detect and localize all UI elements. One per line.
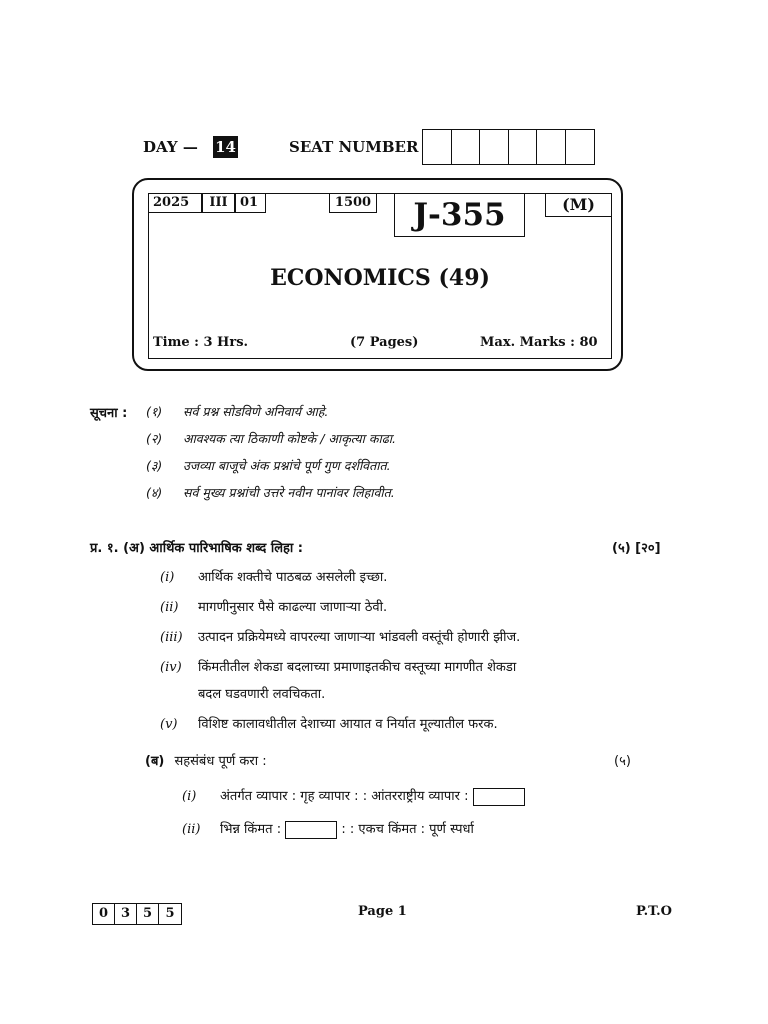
question-item (160, 597, 387, 615)
code-digit: 5 (137, 904, 159, 924)
question-item-continuation: बदल घडवणारी लवचिकता. (198, 687, 326, 702)
code-digit: 3 (115, 904, 137, 924)
page-count: (7 Pages) (350, 335, 419, 350)
exam-year: 2025 (148, 193, 202, 213)
seat-number-boxes[interactable] (422, 129, 595, 165)
instruction-text: सर्व मुख्य प्रश्नांची उत्तरे नवीन पानांवर लिहावीत. (183, 485, 395, 500)
seat-box[interactable] (566, 130, 595, 164)
instruction-item (146, 457, 391, 474)
instructions-title: सूचना : (90, 406, 128, 421)
question-item (160, 657, 516, 675)
question-1b-heading (145, 751, 267, 769)
question-1b-marks: (५) (614, 754, 631, 769)
question-1b-label: (ब) (145, 754, 165, 769)
max-marks: Max. Marks : 80 (480, 335, 598, 350)
day-number: 14 (213, 136, 238, 158)
code-part-2: 01 (235, 193, 266, 213)
item-text: भिन्न किंमत : (220, 822, 282, 837)
item-number: (iii) (160, 630, 183, 645)
seat-box[interactable] (537, 130, 566, 164)
item-number: (iv) (160, 660, 182, 675)
item-number: (v) (160, 717, 178, 732)
instruction-text: आवश्यक त्या ठिकाणी कोष्टके / आकृत्या काढा. (183, 431, 396, 446)
instruction-number: (४) (146, 485, 163, 500)
item-text: उत्पादन प्रक्रियेमध्ये वापरल्या जाणाऱ्या भांडवली वस्तूंची होणारी झीज. (198, 630, 521, 645)
item-text: अंतर्गत व्यापार : गृह व्यापार : : आंतरराष्ट्रीय व्यापार : (220, 789, 469, 804)
footer-paper-code (92, 903, 182, 925)
code-part-3: 1500 (329, 193, 377, 213)
question-item (160, 714, 498, 732)
subject-title: ECONOMICS (49) (270, 265, 490, 291)
item-text: किंमतीतील शेकडा बदलाच्या प्रमाणाइतकीच वस्तूच्या मागणीत शेकडा (198, 660, 517, 675)
instruction-item (146, 484, 395, 501)
day-label: DAY — (143, 138, 198, 156)
item-text: विशिष्ट कालावधीतील देशाच्या आयात व निर्यात मूल्यातील फरक. (198, 717, 498, 732)
time-allowed: Time : 3 Hrs. (153, 335, 249, 350)
code-part-1: III (202, 193, 235, 213)
item-number: (i) (182, 789, 197, 804)
page-number: Page 1 (358, 904, 407, 919)
question-item (160, 567, 387, 585)
item-text: मागणीनुसार पैसे काढल्या जाणाऱ्या ठेवी. (198, 600, 388, 615)
item-text: आर्थिक शक्तीचे पाठबळ असलेली इच्छा. (198, 570, 388, 585)
instruction-number: (२) (146, 431, 163, 446)
instruction-item (146, 430, 396, 447)
item-text-after: : : एकच किंमत : पूर्ण स्पर्धा (341, 822, 474, 837)
answer-box[interactable] (473, 788, 525, 806)
code-digit: 5 (165, 906, 175, 921)
medium-label: (M) (545, 193, 612, 217)
question-item (182, 786, 525, 806)
instruction-number: (३) (146, 458, 163, 473)
paper-code: J-355 (394, 193, 525, 237)
instruction-number: (१) (146, 404, 163, 419)
instruction-text: सर्व प्रश्न सोडविणे अनिवार्य आहे. (183, 404, 329, 419)
item-number: (ii) (182, 822, 201, 837)
question-item (182, 819, 474, 839)
seat-number-label: SEAT NUMBER (289, 138, 419, 156)
seat-box[interactable] (509, 130, 538, 164)
seat-box[interactable] (452, 130, 481, 164)
question-item (160, 627, 520, 645)
item-number: (i) (160, 570, 175, 585)
answer-box[interactable] (285, 821, 337, 839)
code-digit: 0 (93, 904, 115, 924)
instruction-item (146, 403, 328, 420)
item-number: (ii) (160, 600, 179, 615)
instruction-text: उजव्या बाजूचे अंक प्रश्नांचे पूर्ण गुण दर्शवितात. (183, 458, 391, 473)
question-1-marks: (५) [२०] (612, 541, 661, 556)
question-1a-heading: प्र. १. (अ) आर्थिक पारिभाषिक शब्द लिहा : (90, 541, 304, 556)
seat-box[interactable] (423, 130, 452, 164)
question-1b-text: सहसंबंध पूर्ण करा : (174, 754, 267, 769)
pto-label: P.T.O (636, 904, 672, 919)
seat-box[interactable] (480, 130, 509, 164)
